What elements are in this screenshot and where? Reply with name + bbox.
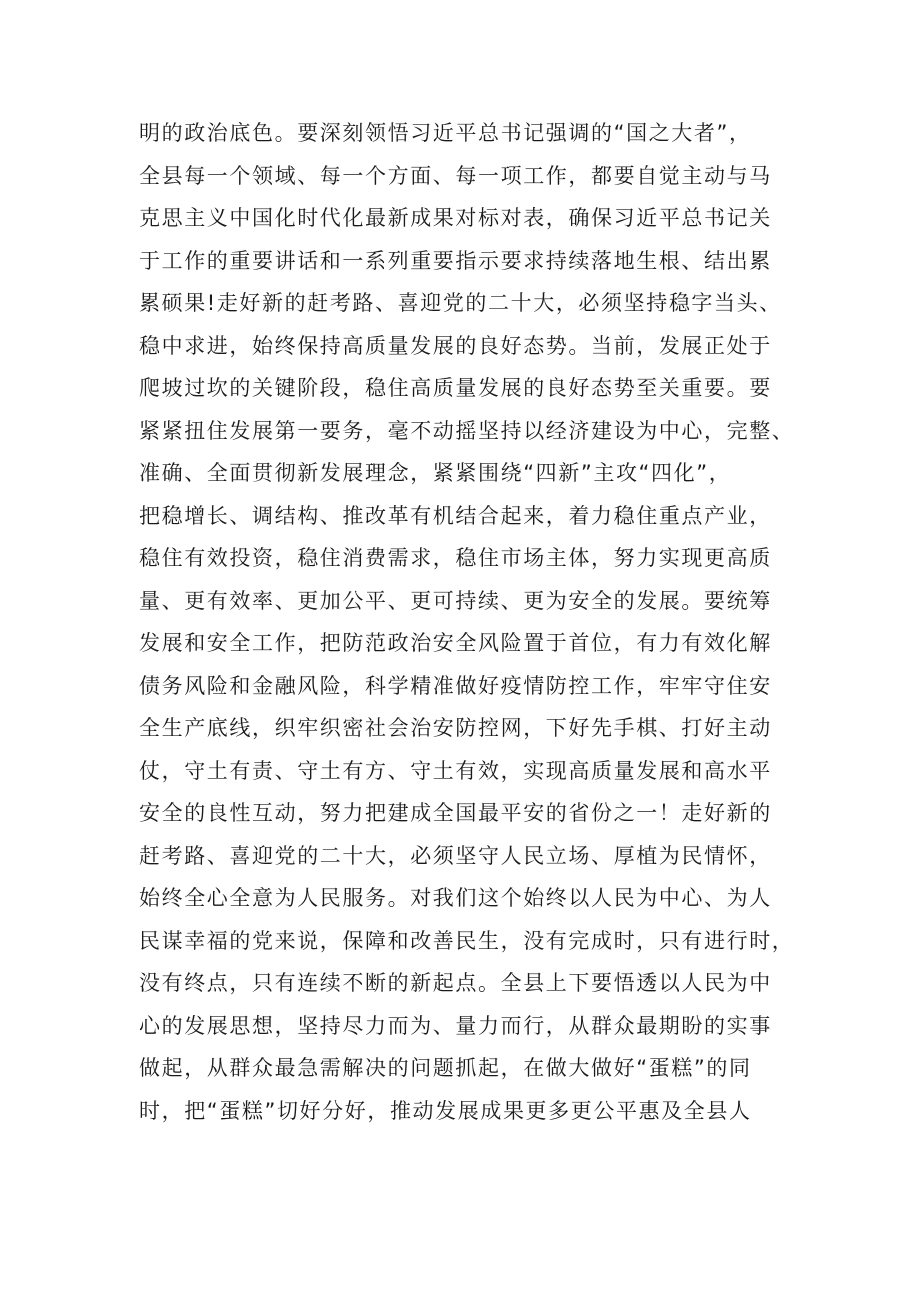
text-line: 准确、全面贯彻新发展理念，紧紧围绕“四新”主攻“四化”，	[139, 461, 732, 485]
text-line: 全生产底线，织牢织密社会治安防控网，下好先手棋、打好主动	[139, 716, 772, 740]
text-line: 明的政治底色。要深刻领悟习近平总书记强调的“国之大者”，	[139, 121, 752, 145]
text-line: 仗，守土有责、守土有方、守土有效，实现高质量发展和高水平	[139, 758, 772, 783]
text-line: 全县每一个领域、每一个方面、每一项工作，都要自觉主动与马	[139, 163, 772, 188]
text-line: 安全的良性互动，努力把建成全国最平安的省份之一！走好新的	[139, 801, 772, 825]
text-line: 克思主义中国化时代化最新成果对标对表，确保习近平总书记关	[139, 206, 772, 230]
text-line: 把稳增长、调结构、推改革有机结合起来，着力稳住重点产业，	[139, 503, 772, 528]
text-line: 做起，从群众最急需解决的问题抓起，在做大做好“蛋糕”的同	[139, 1056, 752, 1080]
text-line: 始终全心全意为人民服务。对我们这个始终以人民为中心、为人	[139, 886, 772, 910]
text-line: 于工作的重要讲话和一系列重要指示要求持续落地生根、结出累	[139, 248, 772, 273]
text-line: 时，把“蛋糕”切好分好，推动发展成果更多更公平惠及全县人	[139, 1098, 752, 1123]
text-line: 稳住有效投资，稳住消费需求，稳住市场主体，努力实现更高质	[139, 546, 772, 570]
text-line: 量、更有效率、更加公平、更可持续、更为安全的发展。要统筹	[139, 588, 772, 613]
text-line: 没有终点，只有连续不断的新起点。全县上下要悟透以人民为中	[139, 971, 772, 995]
text-line: 紧紧扭住发展第一要务，毫不动摇坚持以经济建设为中心，完整、	[139, 418, 795, 443]
body-text	[139, 112, 819, 1132]
text-line: 累硕果!走好新的赶考路、喜迎党的二十大，必须坚持稳字当头、	[139, 291, 782, 315]
text-line: 民谋幸福的党来说，保障和改善民生，没有完成时，只有进行时，	[139, 928, 795, 953]
text-line: 心的发展思想，坚持尽力而为、量力而行，从群众最期盼的实事	[139, 1013, 772, 1038]
text-line: 稳中求进，始终保持高质量发展的良好态势。当前，发展正处于	[139, 333, 772, 358]
text-line: 爬坡过坎的关键阶段，稳住高质量发展的良好态势至关重要。要	[139, 376, 772, 400]
text-line: 赶考路、喜迎党的二十大，必须坚守人民立场、厚植为民情怀，	[139, 843, 772, 868]
text-line: 发展和安全工作，把防范政治安全风险置于首位，有力有效化解	[139, 631, 772, 655]
text-line: 债务风险和金融风险，科学精准做好疫情防控工作，牢牢守住安	[139, 673, 772, 698]
